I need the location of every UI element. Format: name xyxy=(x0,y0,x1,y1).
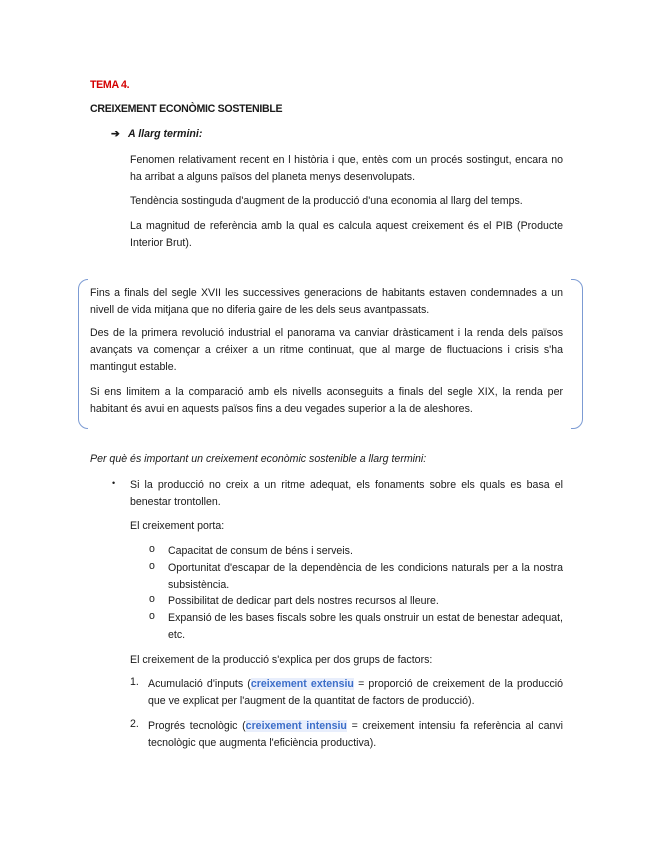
factors-label: El creixement de la producció s'explica per dos grups de factors: xyxy=(130,654,433,666)
porta-label: El creixement porta: xyxy=(130,520,225,532)
subheading xyxy=(111,126,202,143)
intro-paragraph: La magnitud de referència amb la qual es calcula aquest creixement és el PIB (Producte Interior Brut). xyxy=(130,220,563,249)
box-paragraph: Des de la primera revolució industrial el panorama va canviar dràsticament i la renda dels països avançats va començar a créixer a un ritme continuat, que al marge de fluctuacions i crisis s'ha mantingut estable. xyxy=(90,327,563,373)
intro-paragraph: Tendència sostinguda d'augment de la producció d'una economia al llarg del temps. xyxy=(130,195,523,207)
arrow-icon: ➔ xyxy=(111,128,120,140)
factor-text: Acumulació d'inputs ( xyxy=(148,678,251,690)
list-item: Oportunitat d'escapar de la dependència de les condicions naturals per a la nostra subsistència. xyxy=(168,562,563,591)
list-item: Capacitat de consum de béns i serveis. xyxy=(168,545,353,557)
page-title: TEMA 4. xyxy=(90,79,130,91)
list-item: Possibilitat de dedicar part dels nostres recursos al lleure. xyxy=(168,595,439,607)
section-heading: CREIXEMENT ECONÒMIC SOSTENIBLE xyxy=(90,103,283,115)
list-item: Expansió de les bases fiscals sobre les quals onstruir un estat de benestar adequat, etc. xyxy=(168,612,563,641)
bullet-icon: • xyxy=(112,478,116,488)
bullet-text: Si la producció no creix a un ritme adequat, els fonaments sobre els quals es basa el benestar trontollen. xyxy=(130,479,563,508)
circle-bullet-icon: o xyxy=(149,560,155,572)
factor-text: = proporció de creixement de la producció que ve explicat per l'augment de la quantitat de factors de producció). xyxy=(148,678,563,707)
highlight-term: creixement intensiu xyxy=(245,720,347,732)
list-number: 2. xyxy=(130,718,139,730)
intro-paragraph: Fenomen relativament recent en l història i que, entès com un procés sostingut, encara no ha arribat a alguns països del planeta menys desenvolupats. xyxy=(130,154,563,183)
box-paragraph: Si ens limitem a la comparació amb els nivells aconseguits a finals del segle XIX, la renda per habitant és avui en aquests països fins a deu vegades superior a la de aleshores. xyxy=(90,386,563,415)
factor-text: Progrés tecnològic ( xyxy=(148,720,246,732)
list-number: 1. xyxy=(130,676,139,688)
factor-item xyxy=(148,718,563,752)
circle-bullet-icon: o xyxy=(149,610,155,622)
factor-item xyxy=(148,676,563,710)
subheading-text: A llarg termini: xyxy=(128,128,203,140)
highlight-term: creixement extensiu xyxy=(250,678,354,690)
question-heading: Per què és important un creixement econòmic sostenible a llarg termini: xyxy=(90,453,427,465)
circle-bullet-icon: o xyxy=(149,593,155,605)
box-paragraph: Fins a finals del segle XVII les successives generacions de habitants estaven condemnades a un nivell de vida mitjana que no diferia gaire de les dels seus avantpassats. xyxy=(90,287,563,316)
factor-text: = creixement intensiu fa referència al canvi tecnològic que augmenta l'eficiència productiva). xyxy=(148,720,564,749)
circle-bullet-icon: o xyxy=(149,543,155,555)
